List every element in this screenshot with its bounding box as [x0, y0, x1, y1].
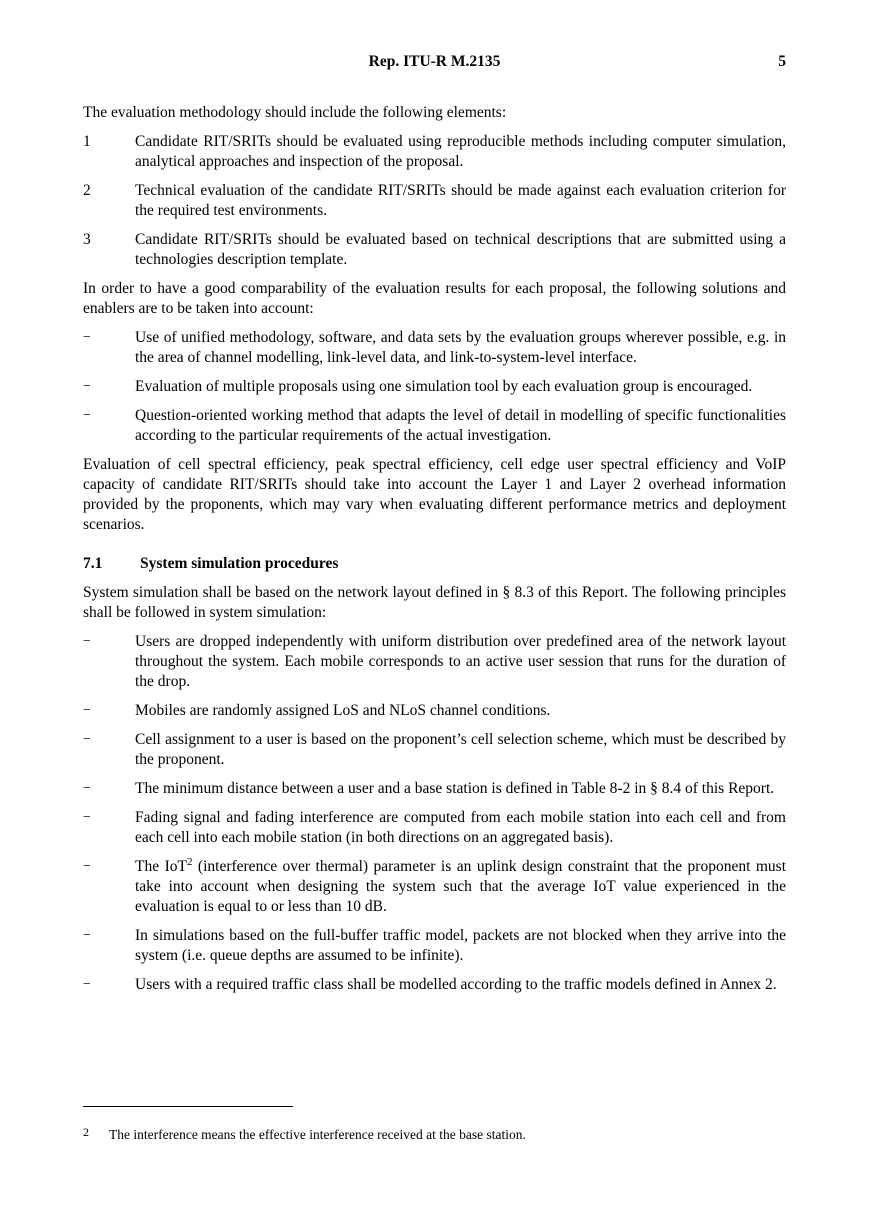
- principle-item: [83, 779, 786, 799]
- item-text: Technical evaluation of the candidate RIT/SRITs should be made against each evaluation criterion for the required test environments.: [135, 182, 786, 219]
- comparability-paragraph: In order to have a good comparability of the evaluation results for each proposal, the following solutions and enablers are to be taken into account:: [83, 280, 786, 317]
- dash-bullet: −: [83, 859, 91, 874]
- item-text: [135, 857, 786, 917]
- item-number: 2: [83, 182, 91, 199]
- dash-bullet: −: [83, 330, 91, 345]
- dash-bullet: −: [83, 408, 91, 423]
- dash-bullet: −: [83, 732, 91, 747]
- numbered-item: [83, 181, 786, 221]
- principle-item: [83, 975, 786, 995]
- item-text: The minimum distance between a user and a base station is defined in Table 8-2 in § 8.4 of this Report.: [135, 780, 775, 797]
- body-text: [83, 103, 786, 1004]
- item-text: Use of unified methodology, software, and data sets by the evaluation groups wherever possible, e.g. in the area of channel modelling, link-level data, and link-to-system-level interface.: [135, 329, 786, 366]
- enabler-item: [83, 328, 786, 368]
- iot-text-rest: (interference over thermal) parameter is an uplink design constraint that the proponent must take into account when designing the system such that the average IoT value experienced in the evaluation is equal to or less than 10 dB.: [135, 858, 787, 915]
- item-text: In simulations based on the full-buffer traffic model, packets are not blocked when they arrive into the system (i.e. queue depths are assumed to be infinite).: [135, 927, 786, 964]
- intro-paragraph: The evaluation methodology should include the following elements:: [83, 104, 507, 121]
- principle-item: [83, 808, 786, 848]
- section-intro-paragraph: System simulation shall be based on the network layout defined in § 8.3 of this Report. The following principles shall be followed in system simulation:: [83, 584, 786, 621]
- footnote-divider: [83, 1106, 293, 1107]
- section-number: 7.1: [83, 555, 103, 572]
- principle-item: [83, 632, 786, 692]
- item-text: Candidate RIT/SRITs should be evaluated based on technical descriptions that are submitted using a technologies description template.: [135, 231, 786, 268]
- item-text: Candidate RIT/SRITs should be evaluated using reproducible methods including computer simulation, analytical approaches and inspection of the proposal.: [135, 133, 786, 170]
- item-text: Cell assignment to a user is based on the proponent’s cell selection scheme, which must be described by the proponent.: [135, 731, 786, 768]
- enabler-item: [83, 377, 786, 397]
- principle-item: [83, 730, 786, 770]
- dash-bullet: −: [83, 810, 91, 825]
- overhead-paragraph: Evaluation of cell spectral efficiency, peak spectral efficiency, cell edge user spectral efficiency and VoIP capacity of candidate RIT/SRITs should take into account the Layer 1 and Layer 2 overhead information provided by the proponents, which may vary when evaluating different performance metrics and deployment scenarios.: [83, 456, 786, 533]
- dash-bullet: −: [83, 634, 91, 649]
- item-number: 1: [83, 133, 91, 150]
- dash-bullet: −: [83, 928, 91, 943]
- dash-bullet: −: [83, 781, 91, 796]
- report-title: Rep. ITU-R M.2135: [368, 53, 501, 70]
- item-text: Mobiles are randomly assigned LoS and NLoS channel conditions.: [135, 702, 551, 719]
- principle-item: [83, 701, 786, 721]
- footnote: [83, 1126, 786, 1144]
- page-number: 5: [778, 53, 786, 70]
- item-text: Users are dropped independently with uniform distribution over predefined area of the network layout throughout the system. Each mobile corresponds to an active user session that runs for the duration of the drop.: [135, 633, 786, 690]
- section-heading: [83, 554, 786, 574]
- footnote-mark: 2: [83, 1125, 89, 1139]
- footnote-text: The interference means the effective interference received at the base station.: [109, 1127, 526, 1142]
- principle-item-iot: [83, 857, 786, 917]
- principle-item: [83, 926, 786, 966]
- item-number: 3: [83, 231, 91, 248]
- dash-bullet: −: [83, 379, 91, 394]
- iot-text-start: The IoT: [135, 858, 187, 875]
- numbered-item: [83, 132, 786, 172]
- numbered-item: [83, 230, 786, 270]
- page-header: [83, 53, 786, 73]
- item-text: Fading signal and fading interference are computed from each mobile station into each cell and from each cell into each mobile station (in both directions on an aggregated basis).: [135, 809, 786, 846]
- dash-bullet: −: [83, 703, 91, 718]
- enabler-item: [83, 406, 786, 446]
- dash-bullet: −: [83, 977, 91, 992]
- item-text: Users with a required traffic class shall be modelled according to the traffic models defined in Annex 2.: [135, 976, 777, 993]
- footnote-reference[interactable]: 2: [186, 855, 193, 868]
- section-title: System simulation procedures: [140, 555, 339, 572]
- item-text: Evaluation of multiple proposals using one simulation tool by each evaluation group is encouraged.: [135, 378, 753, 395]
- item-text: Question-oriented working method that adapts the level of detail in modelling of specific functionalities according to the particular requirements of the actual investigation.: [135, 407, 786, 444]
